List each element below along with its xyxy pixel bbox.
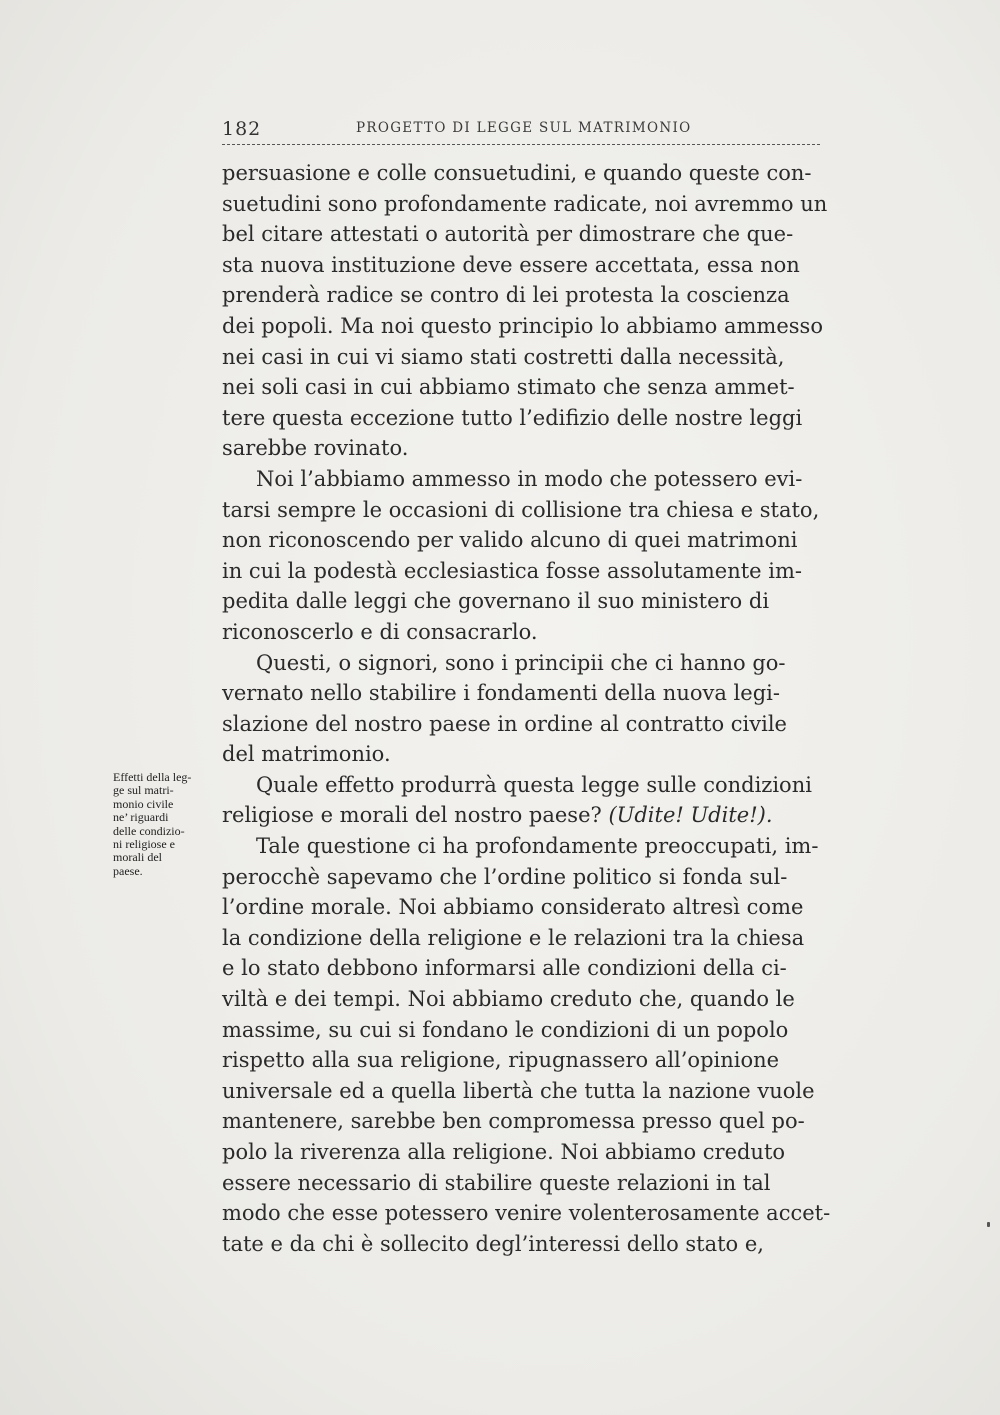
- text-line: vernato nello stabilire i fondamenti della nuova legi-: [222, 681, 780, 706]
- text-line: slazione del nostro paese in ordine al contratto civile: [222, 711, 787, 736]
- interjection: (Udite! Udite!).: [608, 803, 773, 828]
- text-line: Questi, o signori, sono i principii che ci hanno go-: [256, 650, 786, 675]
- text-line: persuasione e colle consuetudini, e quando queste con-: [222, 161, 812, 185]
- marginal-note-line: ne’ riguardi: [113, 810, 169, 825]
- text-line: riconoscerlo e di consacrarlo.: [222, 619, 538, 644]
- marginal-note-line: ni religiose e: [113, 837, 175, 852]
- text-line: la condizione della religione e le relazioni tra la chiesa: [222, 925, 805, 950]
- text-line: essere necessario di stabilire queste relazioni in tal: [222, 1170, 771, 1195]
- text-line: tere questa eccezione tutto l’edifizio delle nostre leggi: [222, 405, 803, 430]
- text-line: dei popoli. Ma noi questo principio lo abbiamo ammesso: [222, 313, 823, 338]
- text-line: e lo stato debbono informarsi alle condizioni della ci-: [222, 956, 787, 981]
- marginal-note-line: ge sul matri-: [113, 783, 174, 798]
- text-line: in cui la podestà ecclesiastica fosse assolutamente im-: [222, 558, 802, 583]
- text-line: universale ed a quella libertà che tutta la nazione vuole: [222, 1078, 815, 1103]
- paper-speck: [987, 1222, 990, 1227]
- text-line: Tale questione ci ha profondamente preoccupati, im-: [256, 834, 819, 859]
- text-line: perocchè sapevamo che l’ordine politico si fonda sul-: [222, 864, 788, 889]
- text-line: massime, su cui si fondano le condizioni di un popolo: [222, 1017, 789, 1042]
- text-line: l’ordine morale. Noi abbiamo considerato altresì come: [222, 895, 804, 920]
- page-header: [222, 114, 820, 144]
- text-line: del matrimonio.: [222, 742, 391, 767]
- marginal-note-line: Effetti della leg-: [113, 770, 192, 784]
- text-line: Noi l’abbiamo ammesso in modo che potessero evi-: [256, 466, 803, 491]
- text-line: viltà e dei tempi. Noi abbiamo creduto che, quando le: [222, 987, 795, 1012]
- text-line: sta nuova instituzione deve essere accettata, essa non: [222, 252, 800, 277]
- text-line: bel citare attestati o autorità per dimostrare che que-: [222, 222, 794, 247]
- marginal-note-line: morali del: [113, 850, 162, 865]
- text-line-with-interjection: [222, 800, 834, 831]
- text-line: Quale effetto produrrà questa legge sulle condizioni: [256, 772, 812, 797]
- text-line: mantenere, sarebbe ben compromessa presso quel po-: [222, 1109, 805, 1134]
- text-line: modo che esse potessero venire volenterosamente accet-: [222, 1201, 831, 1226]
- header-rule: [222, 144, 820, 145]
- text-line: polo la riverenza alla religione. Noi abbiamo creduto: [222, 1140, 786, 1164]
- marginal-note-line: delle condizio-: [113, 823, 185, 838]
- text-fragment: religiose e morali del nostro paese?: [222, 803, 602, 828]
- marginal-note-line: paese.: [113, 863, 143, 878]
- text-line: nei soli casi in cui abbiamo stimato che senza ammet-: [222, 375, 795, 400]
- text-line: prenderà radice se contro di lei protesta la coscienza: [222, 283, 790, 308]
- text-line: suetudini sono profondamente radicate, noi avremmo un: [222, 191, 828, 216]
- text-line: tarsi sempre le occasioni di collisione tra chiesa e stato,: [222, 497, 820, 522]
- running-head: PROGETTO DI LEGGE SUL MATRIMONIO: [356, 120, 692, 136]
- marginal-note: [113, 771, 223, 878]
- text-line: sarebbe rovinato.: [222, 436, 409, 461]
- page-number: 182: [222, 118, 262, 140]
- text-line: non riconoscendo per valido alcuno di quei matrimoni: [222, 528, 798, 553]
- marginal-note-line: monio civile: [113, 796, 174, 811]
- text-line: nei casi in cui vi siamo stati costretti dalla necessità,: [222, 344, 785, 369]
- text-line: rispetto alla sua religione, ripugnassero all’opinione: [222, 1048, 780, 1073]
- text-line: pedita dalle leggi che governano il suo ministero di: [222, 589, 770, 614]
- body-text: [222, 158, 834, 1259]
- text-line: tate e da chi è sollecito degl’interessi dello stato e,: [222, 1231, 764, 1256]
